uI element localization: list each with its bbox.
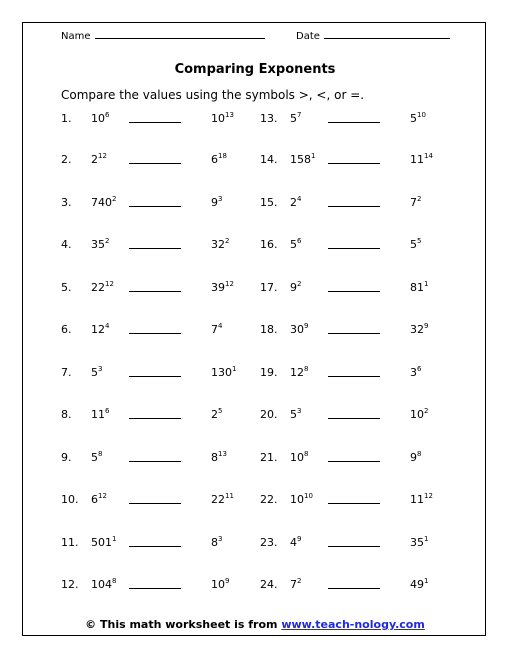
right-exponent: 2 (417, 195, 422, 203)
left-base: 10 (290, 493, 304, 506)
problem-number: 4. (61, 238, 72, 251)
answer-blank[interactable] (328, 333, 380, 334)
right-value (410, 366, 421, 379)
right-base: 10 (410, 408, 424, 421)
left-value (290, 112, 301, 125)
footer-link[interactable]: www.teach-nology.com (281, 618, 425, 631)
problem-number: 8. (61, 408, 72, 421)
left-value (91, 451, 102, 464)
right-exponent: 13 (218, 450, 227, 458)
right-base: 3 (410, 366, 417, 379)
right-value (211, 238, 229, 251)
left-base: 12 (91, 323, 105, 336)
right-value (410, 238, 421, 251)
left-value (91, 536, 116, 549)
left-exponent: 8 (112, 577, 117, 585)
answer-blank[interactable] (129, 461, 181, 462)
date-line (324, 30, 450, 39)
right-base: 10 (211, 578, 225, 591)
right-value (211, 493, 234, 506)
problem-number: 6. (61, 323, 72, 336)
left-value (290, 536, 301, 549)
left-exponent: 2 (112, 195, 117, 203)
right-exponent: 18 (218, 152, 227, 160)
right-value (410, 451, 421, 464)
left-base: 35 (91, 238, 105, 251)
answer-blank[interactable] (129, 248, 181, 249)
right-base: 9 (211, 196, 218, 209)
right-value (410, 281, 428, 294)
problem-number: 19. (260, 366, 278, 379)
instructions: Compare the values using the symbols >, <, or =. (61, 88, 365, 102)
left-exponent: 2 (297, 280, 302, 288)
left-base: 5 (290, 408, 297, 421)
right-exponent: 2 (225, 237, 230, 245)
left-exponent: 1 (311, 152, 316, 160)
left-value (91, 366, 102, 379)
right-exponent: 6 (417, 365, 422, 373)
problem-number: 13. (260, 112, 278, 125)
right-base: 7 (410, 196, 417, 209)
left-base: 501 (91, 536, 112, 549)
right-exponent: 1 (232, 365, 237, 373)
right-exponent: 1 (424, 577, 429, 585)
left-value (91, 408, 109, 421)
right-value (211, 196, 222, 209)
right-base: 22 (211, 493, 225, 506)
answer-blank[interactable] (129, 588, 181, 589)
answer-blank[interactable] (129, 376, 181, 377)
right-exponent: 9 (424, 322, 429, 330)
problem-number: 21. (260, 451, 278, 464)
name-field[interactable] (61, 30, 265, 42)
left-base: 4 (290, 536, 297, 549)
right-base: 2 (211, 408, 218, 421)
left-base: 104 (91, 578, 112, 591)
left-value (290, 323, 308, 336)
left-base: 2 (91, 153, 98, 166)
problem-number: 1. (61, 112, 72, 125)
right-value (410, 408, 428, 421)
name-label: Name (61, 31, 91, 42)
problem-number: 7. (61, 366, 72, 379)
right-base: 39 (211, 281, 225, 294)
problem-number: 11. (61, 536, 79, 549)
right-base: 7 (211, 323, 218, 336)
problem-number: 10. (61, 493, 79, 506)
right-base: 8 (211, 536, 218, 549)
right-base: 81 (410, 281, 424, 294)
answer-blank[interactable] (328, 461, 380, 462)
right-exponent: 9 (225, 577, 230, 585)
right-base: 11 (410, 153, 424, 166)
problem-number: 3. (61, 196, 72, 209)
left-base: 12 (290, 366, 304, 379)
left-exponent: 6 (105, 111, 110, 119)
right-base: 32 (410, 323, 424, 336)
problem-number: 17. (260, 281, 278, 294)
left-value (91, 153, 107, 166)
worksheet-title: Comparing Exponents (174, 62, 336, 77)
answer-blank[interactable] (328, 546, 380, 547)
left-base: 5 (290, 112, 297, 125)
right-exponent: 1 (424, 280, 429, 288)
right-exponent: 2 (424, 407, 429, 415)
answer-blank[interactable] (129, 122, 181, 123)
answer-blank[interactable] (129, 333, 181, 334)
right-value (211, 536, 222, 549)
right-exponent: 8 (417, 450, 422, 458)
left-base: 22 (91, 281, 105, 294)
left-exponent: 6 (105, 407, 110, 415)
left-value (91, 112, 109, 125)
left-exponent: 3 (297, 407, 302, 415)
right-value (410, 323, 428, 336)
problem-number: 18. (260, 323, 278, 336)
left-value (290, 493, 313, 506)
left-exponent: 12 (98, 492, 107, 500)
left-base: 5 (290, 238, 297, 251)
left-value (91, 323, 109, 336)
problem-number: 23. (260, 536, 278, 549)
problem-number: 20. (260, 408, 278, 421)
right-value (410, 536, 428, 549)
answer-blank[interactable] (328, 248, 380, 249)
left-exponent: 8 (304, 450, 309, 458)
problem-number: 9. (61, 451, 72, 464)
right-value (211, 408, 222, 421)
right-base: 49 (410, 578, 424, 591)
date-label: Date (296, 31, 320, 42)
left-exponent: 8 (98, 450, 103, 458)
right-base: 6 (211, 153, 218, 166)
right-value (211, 578, 229, 591)
right-base: 5 (410, 238, 417, 251)
problem-number: 2. (61, 153, 72, 166)
left-base: 10 (290, 451, 304, 464)
left-exponent: 6 (297, 237, 302, 245)
right-exponent: 5 (218, 407, 223, 415)
answer-blank[interactable] (328, 206, 380, 207)
left-base: 9 (290, 281, 297, 294)
right-value (211, 153, 227, 166)
left-value (290, 451, 308, 464)
right-value (211, 281, 234, 294)
left-value (290, 281, 301, 294)
name-line (95, 30, 265, 39)
right-base: 10 (211, 112, 225, 125)
left-value (91, 578, 116, 591)
right-value (211, 366, 236, 379)
problem-number: 15. (260, 196, 278, 209)
right-exponent: 11 (225, 492, 234, 500)
left-value (91, 238, 109, 251)
left-exponent: 9 (297, 535, 302, 543)
answer-blank[interactable] (328, 418, 380, 419)
left-base: 5 (91, 366, 98, 379)
problem-number: 16. (260, 238, 278, 251)
right-exponent: 14 (424, 152, 433, 160)
right-value (410, 153, 433, 166)
answer-blank[interactable] (328, 163, 380, 164)
right-exponent: 10 (417, 111, 426, 119)
left-exponent: 8 (304, 365, 309, 373)
right-exponent: 12 (424, 492, 433, 500)
answer-blank[interactable] (328, 376, 380, 377)
problem-number: 5. (61, 281, 72, 294)
answer-blank[interactable] (129, 546, 181, 547)
left-exponent: 1 (112, 535, 117, 543)
right-exponent: 3 (218, 535, 223, 543)
problem-number: 12. (61, 578, 79, 591)
right-value (211, 323, 222, 336)
left-exponent: 10 (304, 492, 313, 500)
header (61, 30, 480, 46)
left-value (290, 366, 308, 379)
right-base: 32 (211, 238, 225, 251)
left-base: 740 (91, 196, 112, 209)
answer-blank[interactable] (328, 291, 380, 292)
right-value (410, 493, 433, 506)
left-value (91, 493, 107, 506)
left-base: 6 (91, 493, 98, 506)
left-value (290, 408, 301, 421)
answer-blank[interactable] (328, 122, 380, 123)
right-exponent: 1 (424, 535, 429, 543)
right-base: 8 (211, 451, 218, 464)
footer-credit (0, 618, 510, 631)
left-base: 30 (290, 323, 304, 336)
right-value (211, 451, 227, 464)
left-exponent: 12 (105, 280, 114, 288)
left-base: 2 (290, 196, 297, 209)
left-exponent: 4 (297, 195, 302, 203)
left-base: 10 (91, 112, 105, 125)
left-value (290, 196, 301, 209)
answer-blank[interactable] (129, 503, 181, 504)
problem-number: 24. (260, 578, 278, 591)
right-exponent: 13 (225, 111, 234, 119)
right-base: 35 (410, 536, 424, 549)
right-exponent: 4 (218, 322, 223, 330)
left-value (91, 196, 116, 209)
answer-blank[interactable] (129, 163, 181, 164)
problem-number: 14. (260, 153, 278, 166)
answer-blank[interactable] (328, 503, 380, 504)
left-value (91, 281, 114, 294)
left-exponent: 7 (297, 111, 302, 119)
left-exponent: 3 (98, 365, 103, 373)
left-value (290, 153, 315, 166)
answer-blank[interactable] (129, 291, 181, 292)
right-value (410, 196, 421, 209)
left-base: 5 (91, 451, 98, 464)
right-value (211, 112, 234, 125)
left-value (290, 578, 301, 591)
left-exponent: 2 (105, 237, 110, 245)
problem-number: 22. (260, 493, 278, 506)
answer-blank[interactable] (129, 206, 181, 207)
answer-blank[interactable] (328, 588, 380, 589)
left-base: 158 (290, 153, 311, 166)
right-value (410, 112, 426, 125)
left-exponent: 4 (105, 322, 110, 330)
left-value (290, 238, 301, 251)
left-exponent: 12 (98, 152, 107, 160)
right-base: 9 (410, 451, 417, 464)
right-value (410, 578, 428, 591)
left-base: 11 (91, 408, 105, 421)
answer-blank[interactable] (129, 418, 181, 419)
footer-text: © This math worksheet is from (85, 618, 282, 631)
right-exponent: 12 (225, 280, 234, 288)
right-exponent: 5 (417, 237, 422, 245)
right-base: 11 (410, 493, 424, 506)
right-base: 5 (410, 112, 417, 125)
left-exponent: 9 (304, 322, 309, 330)
left-exponent: 2 (297, 577, 302, 585)
date-field[interactable] (296, 30, 450, 42)
left-base: 7 (290, 578, 297, 591)
right-exponent: 3 (218, 195, 223, 203)
right-base: 130 (211, 366, 232, 379)
